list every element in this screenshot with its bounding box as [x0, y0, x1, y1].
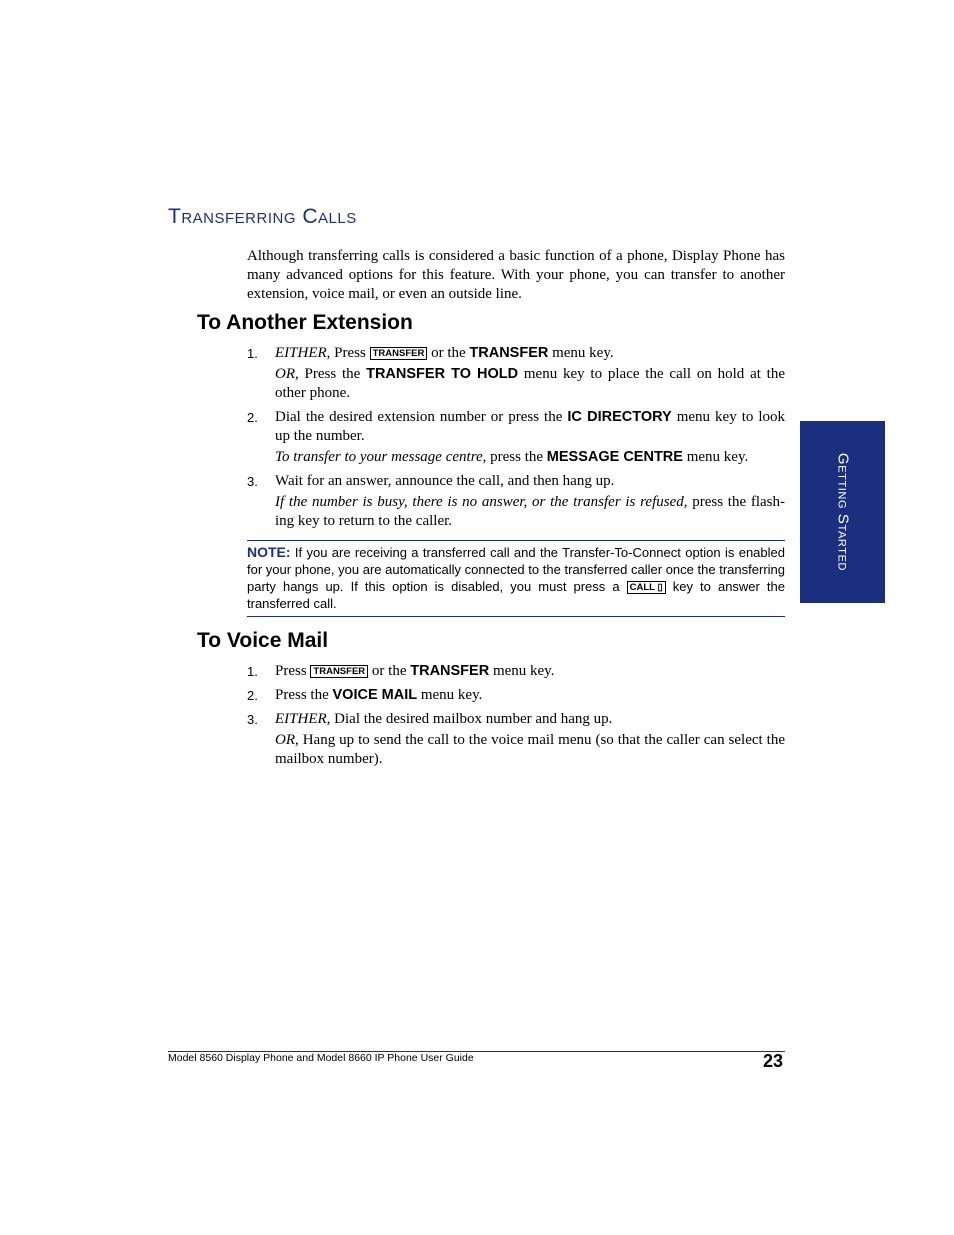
list-item — [247, 662, 785, 681]
section-heading-another-extension: To Another Extension — [197, 311, 413, 334]
note-text: If you are receiving a transferred call and the Transfer-To-Connect option is enabled for your phone, you are automatically connected to the transferred caller once the transferring party hangs up. If this option is disabled, you must press a — [247, 545, 785, 594]
step-text: menu key to place the call on hold at the other phone. — [275, 366, 785, 401]
step-text: Press the — [275, 687, 333, 703]
step-number: 2. — [247, 688, 258, 703]
list-item — [247, 472, 785, 531]
note-text-suffix: key to answer the transferred call. — [247, 579, 786, 611]
side-tab-label: Getting Started — [834, 452, 851, 572]
step-text: Wait for an answer, announce the call, and then hang up. — [275, 473, 615, 489]
message-centre-key-name: MESSAGE CENTRE — [546, 449, 683, 465]
step-number: 1. — [247, 664, 258, 679]
footer-text: Model 8560 Display Phone and Model 8660 IP Phone User Guide — [168, 1052, 474, 1064]
section-heading-voice-mail: To Voice Mail — [197, 629, 329, 652]
alt-condition: To transfer to your message centre, — [275, 449, 487, 465]
note-box — [247, 540, 785, 617]
section-side-tab — [800, 421, 885, 603]
step-text: Hang up to send the call to the voice mail menu (so that the caller can select the mailbox number). — [275, 732, 785, 767]
alt-condition: If the number is busy, there is no answer, or the transfer is refused, — [275, 494, 688, 510]
step-text: Press — [275, 663, 311, 679]
step-text: press the — [486, 449, 547, 465]
ic-directory-key-name: IC DIRECTORY — [567, 409, 672, 425]
either-label: EITHER, — [275, 711, 331, 727]
step-text: Dial the desired mailbox number and hang up. — [330, 711, 613, 727]
step-number: 3. — [247, 474, 258, 489]
step-text: Dial the desired extension number or press the — [275, 409, 568, 425]
transfer-menu-key-name: TRANSFER — [469, 345, 549, 361]
step-text: menu key. — [682, 449, 749, 465]
or-label: OR, — [275, 366, 299, 382]
step-number: 1. — [247, 346, 258, 361]
intro-paragraph: Although transferring calls is considered a basic function of a phone, Display Phone has many advanced options for this feature. With your phone, you can transfer to another extension, voice mail, or even an outside line. — [247, 248, 785, 302]
step-text: menu key. — [417, 687, 483, 703]
list-item — [247, 686, 785, 705]
step-text: or the — [368, 663, 411, 679]
list-item — [247, 408, 785, 467]
step-number: 2. — [247, 410, 258, 425]
step-text: press the flash-ing key to return to the caller. — [275, 494, 785, 529]
transfer-key: TRANSFER — [370, 347, 428, 360]
step-text: or the — [427, 345, 470, 361]
voice-mail-key-name: VOICE MAIL — [332, 687, 418, 703]
or-label: OR, — [275, 732, 299, 748]
step-text: Press — [330, 345, 370, 361]
step-text: Press the — [298, 366, 367, 382]
note-label: NOTE: — [247, 544, 291, 560]
extension-steps-list — [247, 344, 785, 531]
page-title: Transferring Calls — [168, 205, 357, 228]
list-item — [247, 710, 785, 769]
step-text: menu key to look up the number. — [275, 409, 786, 444]
transfer-menu-key-name: TRANSFER — [410, 663, 490, 679]
step-text: menu key. — [489, 663, 555, 679]
step-text: menu key. — [548, 345, 614, 361]
voice-mail-steps-list — [247, 662, 785, 769]
list-item — [247, 344, 785, 403]
call-key: CALL ▯ — [627, 581, 666, 594]
step-number: 3. — [247, 712, 258, 727]
either-label: EITHER, — [275, 345, 331, 361]
transfer-to-hold-key-name: TRANSFER TO HOLD — [366, 366, 519, 382]
transfer-key: TRANSFER — [310, 665, 368, 678]
page-number: 23 — [763, 1051, 784, 1071]
